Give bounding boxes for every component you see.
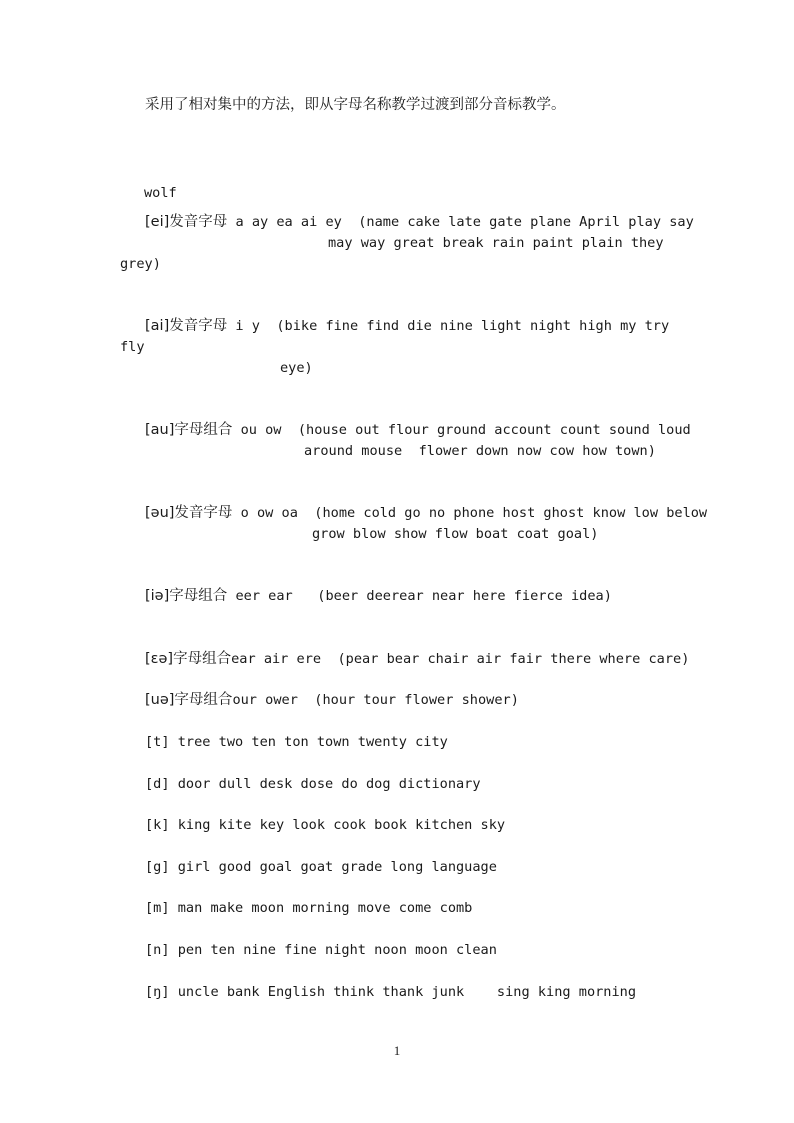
page-number: 1 [393, 1043, 401, 1058]
ou-line-1: o ow oa (home cold go no phone host ghost know low below [232, 505, 708, 521]
ee-entry [145, 651, 689, 668]
ue-line-1: our ower (hour tour flower shower) [232, 692, 519, 708]
au-line-2: around mouse flower down now cow how town) [304, 443, 656, 459]
ei-line-3: grey) [120, 256, 161, 272]
consonant-n: [n] pen ten nine fine night noon moon clean [145, 942, 497, 958]
ee-line-1: ear air ere (pear bear chair air fair there where care) [231, 651, 690, 667]
ou-line-2: grow blow show flow boat coat goal) [312, 526, 599, 542]
ie-label: [iə]字母组合 [145, 588, 228, 604]
consonant-ng: [ŋ] uncle bank English think thank junk sing king morning [145, 984, 637, 1000]
consonant-k: [k] king kite key look cook book kitchen sky [145, 817, 506, 833]
ai-entry [145, 318, 669, 335]
ue-entry [145, 692, 519, 709]
ei-line-2: may way great break rain paint plain they [328, 235, 664, 251]
ee-label: [ɛə]字母组合 [145, 651, 232, 667]
ai-line-2: fly [120, 339, 145, 355]
intro-paragraph: 采用了相对集中的方法，即从字母名称教学过渡到部分音标教学。 [145, 97, 566, 113]
word-wolf: wolf [144, 185, 177, 201]
consonant-g: [g] girl good goal goat grade long language [145, 859, 497, 875]
ai-line-3: eye) [280, 360, 313, 376]
consonant-m: [m] man make moon morning move come comb [145, 900, 473, 916]
ou-label: [əu]发音字母 [145, 505, 233, 521]
ei-line-1: a ay ea ai ey (name cake late gate plane April play say [227, 214, 694, 230]
au-line-1: ou ow (house out flour ground account count sound loud [232, 422, 691, 438]
au-label: [au]字母组合 [145, 422, 233, 438]
ue-label: [uə]字母组合 [145, 692, 233, 708]
au-entry [145, 422, 691, 439]
ie-line-1: eer ear (beer deerear near here fierce idea) [227, 588, 612, 604]
ai-label: [ai]发音字母 [145, 318, 228, 334]
ie-entry [145, 588, 612, 605]
ei-entry [145, 214, 694, 231]
consonant-d: [d] door dull desk dose do dog dictionary [145, 776, 481, 792]
ei-label: [ei]发音字母 [145, 214, 228, 230]
ai-line-1: i y (bike fine find die nine light night high my try [227, 318, 670, 334]
consonant-t: [t] tree two ten ton town twenty city [145, 734, 448, 750]
ou-entry [145, 505, 707, 522]
